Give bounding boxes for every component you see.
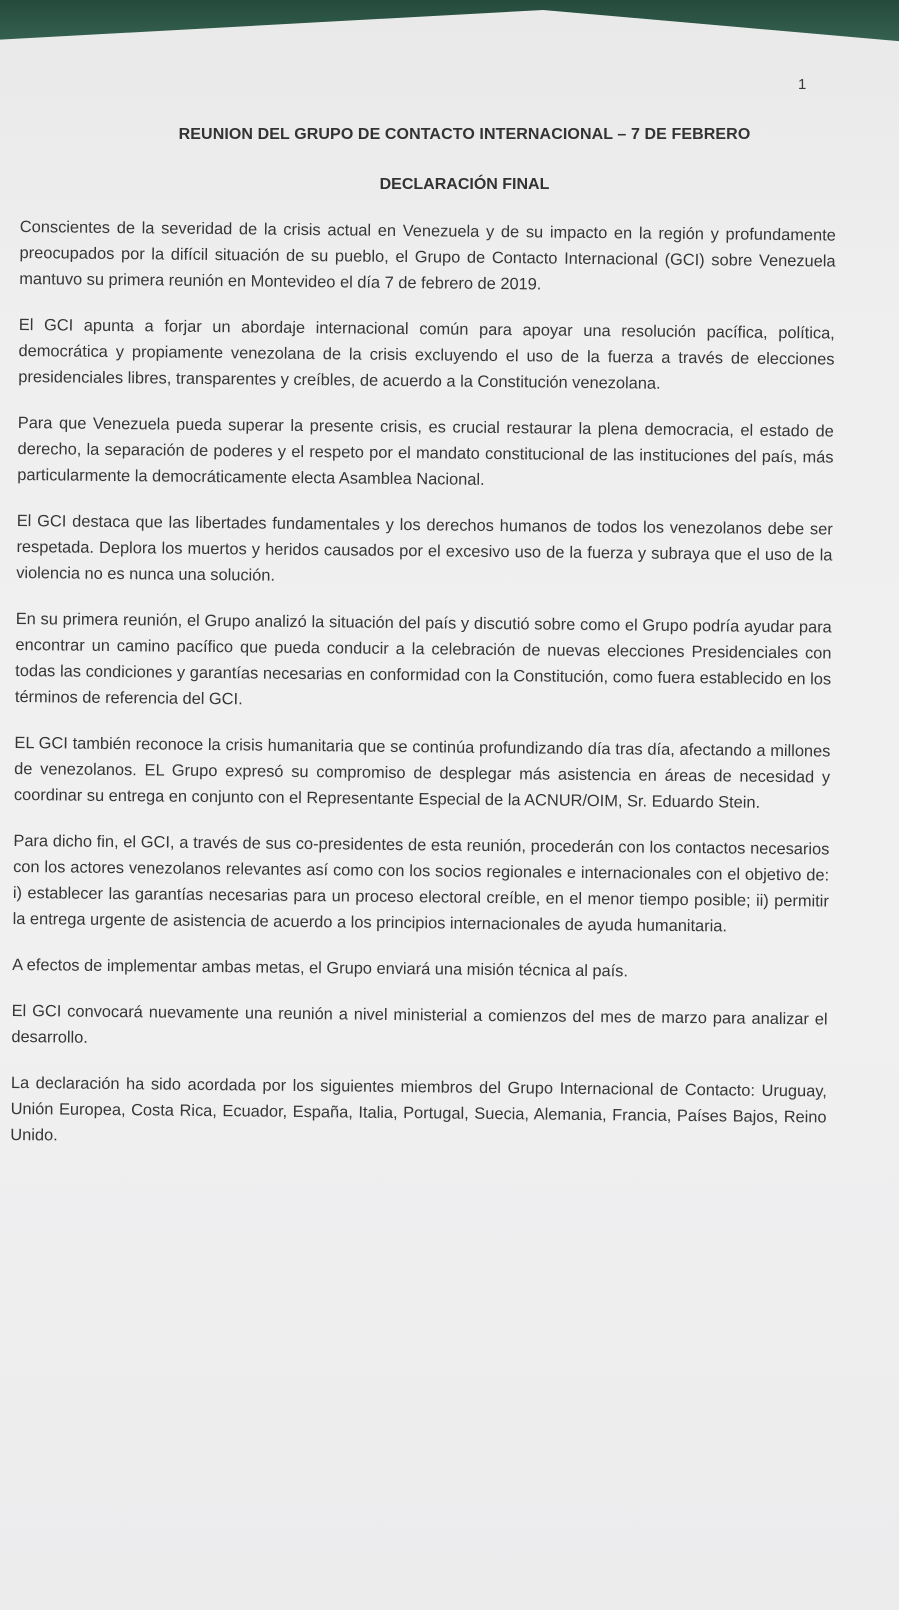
paragraph-9: El GCI convocará nuevamente una reunión a nivel ministerial a comienzos del mes de marzo para analizar el desarrollo. <box>11 1001 828 1047</box>
paragraph-5: En su primera reunión, el Grupo analizó la situación del país y discutió sobre como el Grupo podría ayudar para encontrar un camino pacífico que pueda conducir a la celebración de nuevas elecciones Presidenciales con todas las condiciones y garantías necesarias en conformidad con la Constitución, como fuera establecido en los términos de referencia del GCI. <box>14 609 832 709</box>
document-subtitle: DECLARACIÓN FINAL <box>379 176 550 193</box>
paragraph-7: Para dicho fin, el GCI, a través de sus co-presidentes de esta reunión, procederán con los contactos necesarios con los actores venezolanos relevantes así como con los socios regionales e internacionales con el objetivo de: i) establecer las garantías necesarias para un proceso electoral creíble, en el menor tiempo posible; ii) permitir la entrega urgente de asistencia de acuerdo a los principios internacionales de ayuda humanitaria. <box>12 831 830 936</box>
paragraph-8: A efectos de implementar ambas metas, el Grupo enviará una misión técnica al país. <box>12 955 629 981</box>
paragraph-6: EL GCI también reconoce la crisis humanitaria que se continúa profundizando día tras día, afectando a millones de venezolanos. EL Grupo expresó su compromiso de desplegar más asistencia en áreas de necesidad y coordinar su entrega en conjunto con el Representante Especial de la ACNUR/OIM, Sr. Eduardo Stein. <box>13 733 831 812</box>
document-title: REUNION DEL GRUPO DE CONTACTO INTERNACIONAL – 7 DE FEBRERO <box>178 126 751 143</box>
paragraph-1: Conscientes de la severidad de la crisis actual en Venezuela y de su impacto en la región y profundamente preocupados por la difícil situación de su pueblo, el Grupo de Contacto Internacional (GCI) sobre Venezuela mantuvo su primera reunión en Montevideo el día 7 de febrero de 2019. <box>19 217 836 294</box>
page-number: 1 <box>798 76 807 93</box>
paragraph-2: El GCI apunta a forjar un abordaje internacional común para apoyar una resolución pacífica, política, democrática y propiamente venezolana de la crisis excluyendo el uso de la fuerza a través de elecciones presidenciales libres, transparentes y creíbles, de acuerdo a la Constitución venezolana. <box>18 315 835 393</box>
paragraph-10: La declaración ha sido acordada por los siguientes miembros del Grupo Internacional de Contacto: Uruguay, Unión Europea, Costa Rica, Ecuador, España, Italia, Portugal, Suecia, Alemania, Francia, Países Bajos, Reino Unido. <box>10 1073 827 1145</box>
paragraph-4: El GCI destaca que las libertades fundamentales y los derechos humanos de todos los venezolanos debe ser respetada. Deplora los muertos y heridos causados por el excesivo uso de la fuerza y subraya que el uso de la violencia no es nunca una solución. <box>16 511 833 585</box>
document-body <box>10 214 836 1176</box>
paragraph-3: Para que Venezuela pueda superar la presente crisis, es crucial restaurar la plena democracia, el estado de derecho, la separación de poderes y el respeto por el mandato constitucional de las instituciones del país, más particularmente la democráticamente electa Asamblea Nacional. <box>17 413 834 489</box>
